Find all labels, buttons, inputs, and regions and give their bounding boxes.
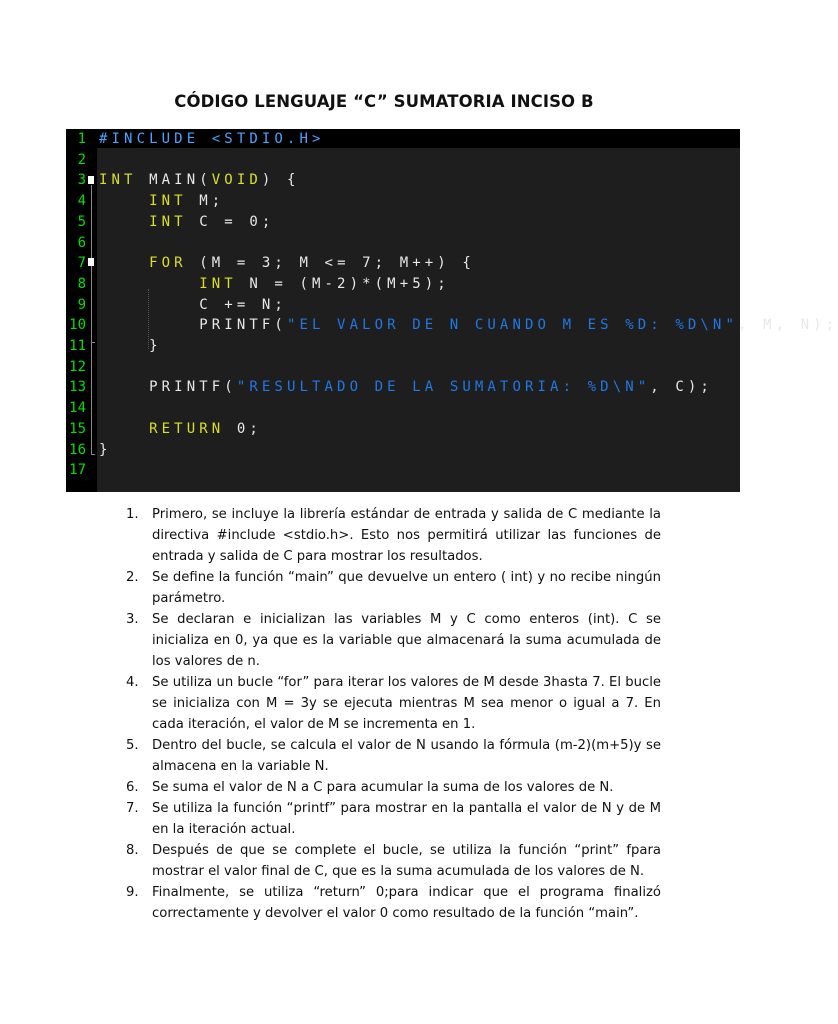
code-line [66,315,838,336]
list-item [126,672,661,735]
preprocessor-token: #INCLUDE <STDIO.H> [99,131,325,147]
keyword-token: INT [149,193,187,210]
line-number: 5 [77,213,86,230]
code-text [99,212,274,233]
code-line [66,398,740,419]
list-item-number: 9. [126,885,139,900]
code-text [99,440,112,461]
list-item [126,798,661,840]
code-token: C += N; [99,296,287,313]
line-number: 14 [69,400,86,417]
code-line [66,170,740,191]
line-number: 15 [69,420,86,437]
explanation-list [126,504,661,924]
code-token [99,255,149,271]
list-item-number: 3. [126,612,139,627]
code-token: C = 0; [186,213,275,230]
code-token [99,214,149,230]
list-item [126,882,661,924]
code-token [99,276,199,292]
list-item-number: 5. [126,738,139,753]
page-title: CÓDIGO LENGUAJE “C” SUMATORIA INCISO B [174,92,594,111]
line-number: 2 [77,151,86,168]
code-token: N = (M-2)*(M+5); [236,275,450,292]
code-line [66,191,740,212]
list-item-text: Se suma el valor de N a C para acumular la suma de los valores de N. [152,780,614,795]
code-line [66,212,740,233]
list-item-number: 1. [126,507,139,522]
list-item-text: Después de que se complete el bucle, se utiliza la función “print” fpara mostrar el valor final de C, que es la suma acumulada de los valores de N. [152,843,661,879]
list-item-number: 6. [126,780,139,795]
code-line [66,295,740,316]
list-item [126,609,661,672]
code-token [99,193,149,209]
list-item-number: 2. [126,570,139,585]
code-token: } [99,338,162,354]
code-line [66,274,740,295]
keyword-token: VOID [211,172,262,189]
list-item-number: 8. [126,843,139,858]
code-token: (M = 3; M <= 7; M++) { [186,255,475,272]
code-token: PRINTF( [99,317,287,334]
line-number: 12 [69,358,86,375]
string-token: "RESULTADO DE LA SUMATORIA: %D\N" [236,379,651,396]
keyword-token: RETURN [149,420,225,437]
line-number: 7 [77,255,86,272]
code-line [66,150,740,171]
line-number: 13 [69,379,86,396]
list-item-number: 7. [126,801,139,816]
list-item-number: 4. [126,675,139,690]
list-item [126,504,661,567]
list-item [126,567,661,609]
code-text [99,191,224,212]
code-text [99,377,713,398]
list-item-text: Se declaran e inicializan las variables M y C como enteros (int). C se inicializa en 0, ya que es la variable que almacenará la suma acumulada de los valores de n. [152,612,661,669]
code-token: ) { [261,172,300,189]
code-text [99,336,162,357]
list-item [126,777,661,798]
code-text [99,129,325,150]
list-item-text: Dentro del bucle, se calcula el valor de N usando la fórmula (m-2)(m+5)y se almacena en la variable N. [152,738,661,774]
line-number: 3 [77,172,86,189]
line-number: 17 [69,462,86,479]
line-number: 1 [77,131,86,147]
code-text [99,315,838,336]
code-line [66,440,740,461]
code-token: M; [186,193,225,210]
code-line [66,460,740,481]
line-number: 10 [69,317,86,334]
code-editor-screenshot [66,129,838,492]
code-token [99,421,149,437]
code-line [66,419,740,440]
keyword-token: FOR [149,255,187,272]
code-line [66,336,740,357]
list-item [126,840,661,882]
code-token: 0; [224,420,262,437]
code-line [66,233,740,254]
list-item-text: Finalmente, se utiliza “return” 0;para indicar que el programa finalizó correctamente y devolver el valor 0 como resultado de la función “main”. [152,885,661,921]
code-line [66,377,740,398]
code-token: PRINTF( [99,379,237,396]
line-number: 16 [69,441,86,458]
line-number: 6 [77,234,86,251]
code-text [99,170,300,191]
line-number: 11 [69,338,86,354]
code-token: , C); [650,379,713,396]
code-token: MAIN( [136,172,212,189]
code-token: , M, N); [737,317,838,334]
list-item-text: Primero, se incluye la librería estándar de entrada y salida de C mediante la directiva #include <stdio.h>. Esto nos permitirá utilizar las funciones de entrada y salida de C para mostrar los resultados. [152,507,661,564]
line-number: 8 [77,275,86,292]
code-text [99,274,450,295]
code-text [99,253,475,274]
list-item [126,735,661,777]
code-line [66,253,740,274]
code-token: } [99,441,112,458]
list-item-text: Se define la función “main” que devuelve un entero ( int) y no recibe ningún parámetro. [152,570,661,606]
line-number: 4 [77,193,86,210]
code-text [99,419,262,440]
string-token: "EL VALOR DE N CUANDO M ES %D: %D\N" [286,317,738,334]
keyword-token: INT [199,275,237,292]
code-text [99,295,287,316]
keyword-token: INT [99,172,137,189]
list-item-text: Se utiliza la función “printf” para mostrar en la pantalla el valor de N y de M en la iteración actual. [152,801,661,837]
line-number: 9 [77,296,86,313]
list-item-text: Se utiliza un bucle “for” para iterar los valores de M desde 3hasta 7. El bucle se inicializa con M = 3y se ejecuta mientras M sea menor o igual a 7. En cada iteración, el valor de M se incrementa en 1. [152,675,661,732]
keyword-token: INT [149,213,187,230]
code-line [66,357,740,378]
code-line [66,129,740,150]
